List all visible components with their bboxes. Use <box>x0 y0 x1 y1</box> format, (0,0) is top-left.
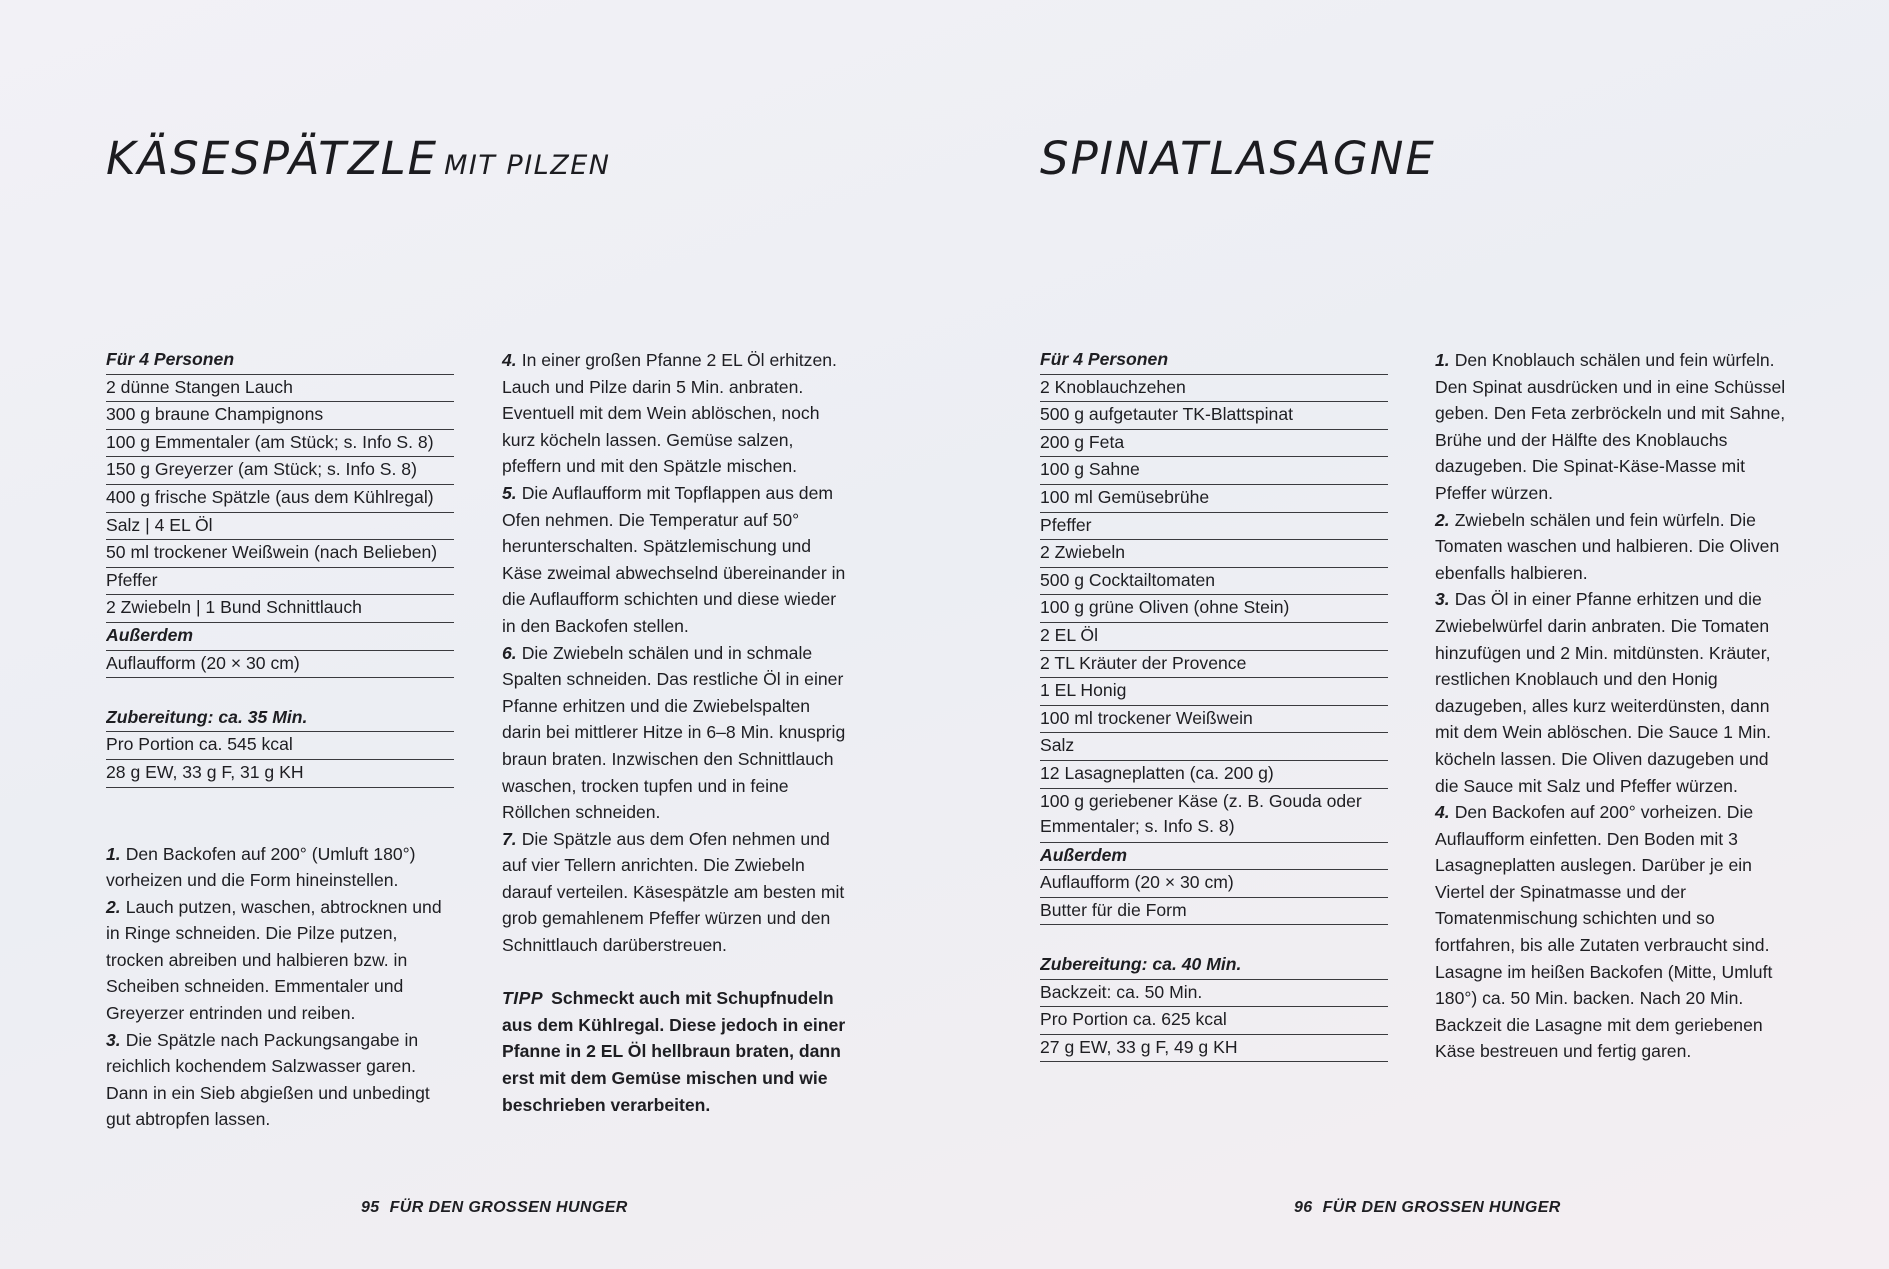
ingredient-item: 2 EL Öl <box>1040 623 1388 651</box>
step-number: 1. <box>106 843 121 864</box>
step-text: Den Backofen auf 200° vorheizen. Die Auflaufform einfetten. Den Boden mit 3 Lasagneplatten auslegen. Darüber je ein Viertel der Spinatmasse und der Tomatenmischung schichten und so fortfahren, bis alle Zutaten verbraucht sind. Lasagne im heißen Backofen (Mitte, Umluft 180°) ca. 50 Min. backen. Nach 20 Min. Backzeit die Lasagne mit dem geriebenen Käse bestreuen und fertig garen. <box>1435 802 1773 1062</box>
section-name: FÜR DEN GROSSEN HUNGER <box>1322 1199 1561 1216</box>
ingredient-item: Pfeffer <box>106 568 454 596</box>
ingredient-list <box>106 347 454 788</box>
right-page <box>945 0 1889 1269</box>
tip-box <box>502 985 854 1118</box>
ingredient-item: 2 dünne Stangen Lauch <box>106 375 454 403</box>
ingredient-item: 400 g frische Spätzle (aus dem Kühlregal) <box>106 485 454 513</box>
step-text: Die Spätzle nach Packungsangabe in reichlich kochendem Salzwasser garen. Dann in ein Sieb abgießen und unbedingt gut abtropfen lassen. <box>106 1029 430 1130</box>
ingredient-item: 300 g braune Champignons <box>106 402 454 430</box>
tip-text: Schmeckt auch mit Schupfnudeln aus dem Kühlregal. Diese jedoch in einer Pfanne in 2 EL Öl hellbraun braten, dann erst mit dem Gemüse mischen und wie beschrieben verarbeiten. <box>502 988 846 1115</box>
ingredient-item: 100 ml trockener Weißwein <box>1040 706 1388 734</box>
step <box>1435 799 1787 1065</box>
recipe-title <box>106 132 610 185</box>
step <box>106 841 454 894</box>
prep-item: Pro Portion ca. 545 kcal <box>106 732 454 760</box>
step-number: 2. <box>106 896 121 917</box>
step-text: Die Spätzle aus dem Ofen nehmen und auf vier Tellern anrichten. Die Zwiebeln darauf verteilen. Käsespätzle am besten mit grob gemahlenem Pfeffer würzen und den Schnittlauch darüberstreuen. <box>502 828 845 956</box>
steps-column <box>1435 347 1787 1065</box>
ingredient-item: 200 g Feta <box>1040 430 1388 458</box>
step-text: In einer großen Pfanne 2 EL Öl erhitzen. Lauch und Pilze darin 5 Min. anbraten. Eventuell mit dem Wein ablöschen, noch kurz köcheln lassen. Gemüse salzen, pfeffern und mit den Spätzle mischen. <box>502 350 837 477</box>
recipe-title <box>1040 132 1436 185</box>
ingredients-heading: Für 4 Personen <box>106 347 454 375</box>
ingredients-heading: Für 4 Personen <box>1040 347 1388 375</box>
step-text: Die Auflaufform mit Topflappen aus dem Ofen nehmen. Die Temperatur auf 50° herunterschalten. Spätzlemischung und Käse zweimal abwechselnd übereinander in die Auflaufform schichten und diese wieder in den Backofen stellen. <box>502 482 846 636</box>
extra-item: Auflaufform (20 × 30 cm) <box>106 651 454 679</box>
page-number: 95 <box>361 1199 380 1216</box>
page-footer <box>361 1199 628 1217</box>
ingredient-item: 100 g geriebener Käse (z. B. Gouda oder Emmentaler; s. Info S. 8) <box>1040 789 1388 843</box>
extra-heading: Außerdem <box>106 623 454 651</box>
ingredient-item: 2 Knoblauchzehen <box>1040 375 1388 403</box>
ingredient-item: 100 g Sahne <box>1040 457 1388 485</box>
step-text: Den Knoblauch schälen und fein würfeln. Den Spinat ausdrücken und in eine Schüssel geben. Den Feta zerbröckeln und mit Sahne, Brühe und der Hälfte des Knoblauchs dazugeben. Die Spinat-Käse-Masse mit Pfeffer würzen. <box>1435 350 1786 503</box>
ingredients-column <box>106 347 454 1133</box>
ingredient-item: 2 Zwiebeln | 1 Bund Schnittlauch <box>106 595 454 623</box>
prep-item: 27 g EW, 33 g F, 49 g KH <box>1040 1035 1388 1063</box>
step-number: 6. <box>502 642 517 663</box>
step-number: 4. <box>1435 802 1450 823</box>
title-main: KÄSESPÄTZLE <box>106 132 439 185</box>
title-main: SPINATLASAGNE <box>1040 132 1436 185</box>
step-number: 3. <box>1435 589 1450 610</box>
extra-heading: Außerdem <box>1040 843 1388 871</box>
step-number: 1. <box>1435 350 1450 370</box>
step-number: 3. <box>106 1029 121 1050</box>
step-text: Das Öl in einer Pfanne erhitzen und die Zwiebelwürfel darin anbraten. Die Tomaten hinzufügen und 2 Min. mitdünsten. Kräuter, restlichen Knoblauch und den Honig dazugeben, alles kurz weiterdünsten, dann mit dem Wein ablöschen. Die Sauce 1 Min. köcheln lassen. Die Oliven dazugeben und die Sauce mit Salz und Pfeffer würzen. <box>1435 589 1772 796</box>
step <box>1435 507 1787 587</box>
ingredient-list <box>1040 347 1388 1062</box>
ingredient-item: 12 Lasagneplatten (ca. 200 g) <box>1040 761 1388 789</box>
step-number: 4. <box>502 350 517 370</box>
step <box>502 480 854 640</box>
step <box>502 347 854 480</box>
extra-item: Auflaufform (20 × 30 cm) <box>1040 870 1388 898</box>
step <box>106 894 454 1027</box>
steps-column <box>502 347 854 1136</box>
prep-item: Backzeit: ca. 50 Min. <box>1040 980 1388 1008</box>
steps-list <box>106 841 454 1134</box>
ingredient-item: 150 g Greyerzer (am Stück; s. Info S. 8) <box>106 457 454 485</box>
step-number: 2. <box>1435 509 1450 530</box>
page-number: 96 <box>1294 1199 1313 1216</box>
step <box>1435 347 1787 507</box>
steps-list <box>1435 347 1787 1065</box>
ingredient-item: Pfeffer <box>1040 513 1388 541</box>
extra-item: Butter für die Form <box>1040 898 1388 926</box>
step-number: 7. <box>502 828 517 849</box>
ingredient-item: 500 g aufgetauter TK-Blattspinat <box>1040 402 1388 430</box>
step <box>1435 586 1787 799</box>
ingredient-item: 500 g Cocktailtomaten <box>1040 568 1388 596</box>
ingredients-column <box>1040 347 1388 1062</box>
ingredient-item: 100 g grüne Oliven (ohne Stein) <box>1040 595 1388 623</box>
ingredient-item: 50 ml trockener Weißwein (nach Belieben) <box>106 540 454 568</box>
page-footer <box>1294 1199 1561 1217</box>
step-text: Den Backofen auf 200° (Umluft 180°) vorheizen und die Form hineinstellen. <box>106 843 416 891</box>
step <box>502 826 854 959</box>
ingredient-item: 100 ml Gemüsebrühe <box>1040 485 1388 513</box>
ingredient-item: Salz | 4 EL Öl <box>106 513 454 541</box>
step-text: Lauch putzen, waschen, abtrocknen und in Ringe schneiden. Die Pilze putzen, trocken abreiben und halbieren bzw. in Scheiben schneiden. Emmentaler und Greyerzer entrinden und reiben. <box>106 896 442 1024</box>
prep-item: 28 g EW, 33 g F, 31 g KH <box>106 760 454 788</box>
step <box>502 640 854 826</box>
ingredient-item: 2 TL Kräuter der Provence <box>1040 651 1388 679</box>
title-subtitle: MIT PILZEN <box>444 150 611 181</box>
prep-heading: Zubereitung: ca. 35 Min. <box>106 705 454 733</box>
section-name: FÜR DEN GROSSEN HUNGER <box>389 1199 628 1216</box>
tip-label: TIPP <box>502 988 544 1009</box>
step-number: 5. <box>502 482 517 503</box>
prep-item: Pro Portion ca. 625 kcal <box>1040 1007 1388 1035</box>
ingredient-item: 100 g Emmentaler (am Stück; s. Info S. 8) <box>106 430 454 458</box>
ingredient-item: 2 Zwiebeln <box>1040 540 1388 568</box>
ingredient-item: Salz <box>1040 733 1388 761</box>
step <box>106 1027 454 1133</box>
step-text: Die Zwiebeln schälen und in schmale Spalten schneiden. Das restliche Öl in einer Pfanne erhitzen und die Zwiebelspalten darin bei mittlerer Hitze in 6–8 Min. knusprig braun braten. Inzwischen den Schnittlauch waschen, trocken tupfen und in feine Röllchen schneiden. <box>502 642 846 823</box>
prep-heading: Zubereitung: ca. 40 Min. <box>1040 952 1388 980</box>
steps-list <box>502 347 854 959</box>
ingredient-item: 1 EL Honig <box>1040 678 1388 706</box>
step-text: Zwiebeln schälen und fein würfeln. Die Tomaten waschen und halbieren. Die Oliven ebenfalls halbieren. <box>1435 509 1780 583</box>
